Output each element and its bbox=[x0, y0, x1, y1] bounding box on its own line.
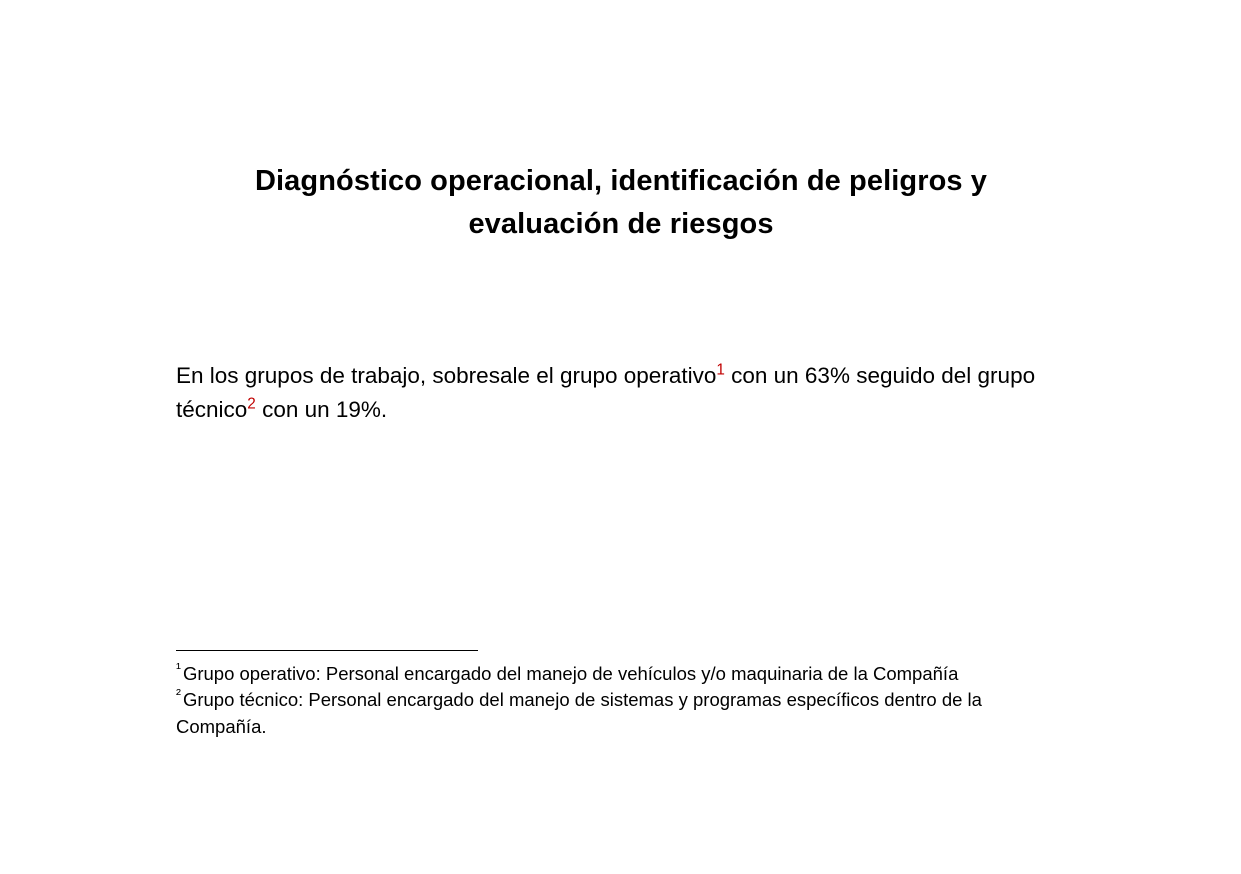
footnote-separator bbox=[176, 650, 478, 651]
footnote-item bbox=[176, 661, 1068, 687]
body-paragraph bbox=[176, 359, 1068, 427]
body-text-part-1: En los grupos de trabajo, sobresale el grupo operativo bbox=[176, 362, 717, 388]
page-title-line-2: evaluación de riesgos bbox=[468, 207, 774, 240]
footnote-text: Grupo técnico: Personal encargado del manejo de sistemas y programas específicos dentro de la Compañía. bbox=[176, 689, 982, 737]
body-text-part-3: con un 19%. bbox=[255, 396, 388, 422]
page-title bbox=[176, 160, 1066, 246]
footnote-area bbox=[176, 650, 1068, 740]
footnote-item bbox=[176, 687, 1068, 740]
footnote-marker: ¹ bbox=[176, 660, 181, 677]
footnote-text: Grupo operativo: Personal encargado del manejo de vehículos y/o maquinaria de la Compañía bbox=[182, 663, 959, 684]
footnote-reference-2[interactable]: 2 bbox=[247, 395, 256, 413]
page-title-line-1: Diagnóstico operacional, identificación de peligros y bbox=[254, 165, 988, 197]
body-text-part-2: con un 63% seguido del grupo técnico bbox=[176, 362, 1036, 422]
footnote-reference-1[interactable]: 1 bbox=[716, 361, 725, 378]
title-block bbox=[176, 160, 1066, 246]
footnote-marker: ² bbox=[176, 687, 181, 704]
